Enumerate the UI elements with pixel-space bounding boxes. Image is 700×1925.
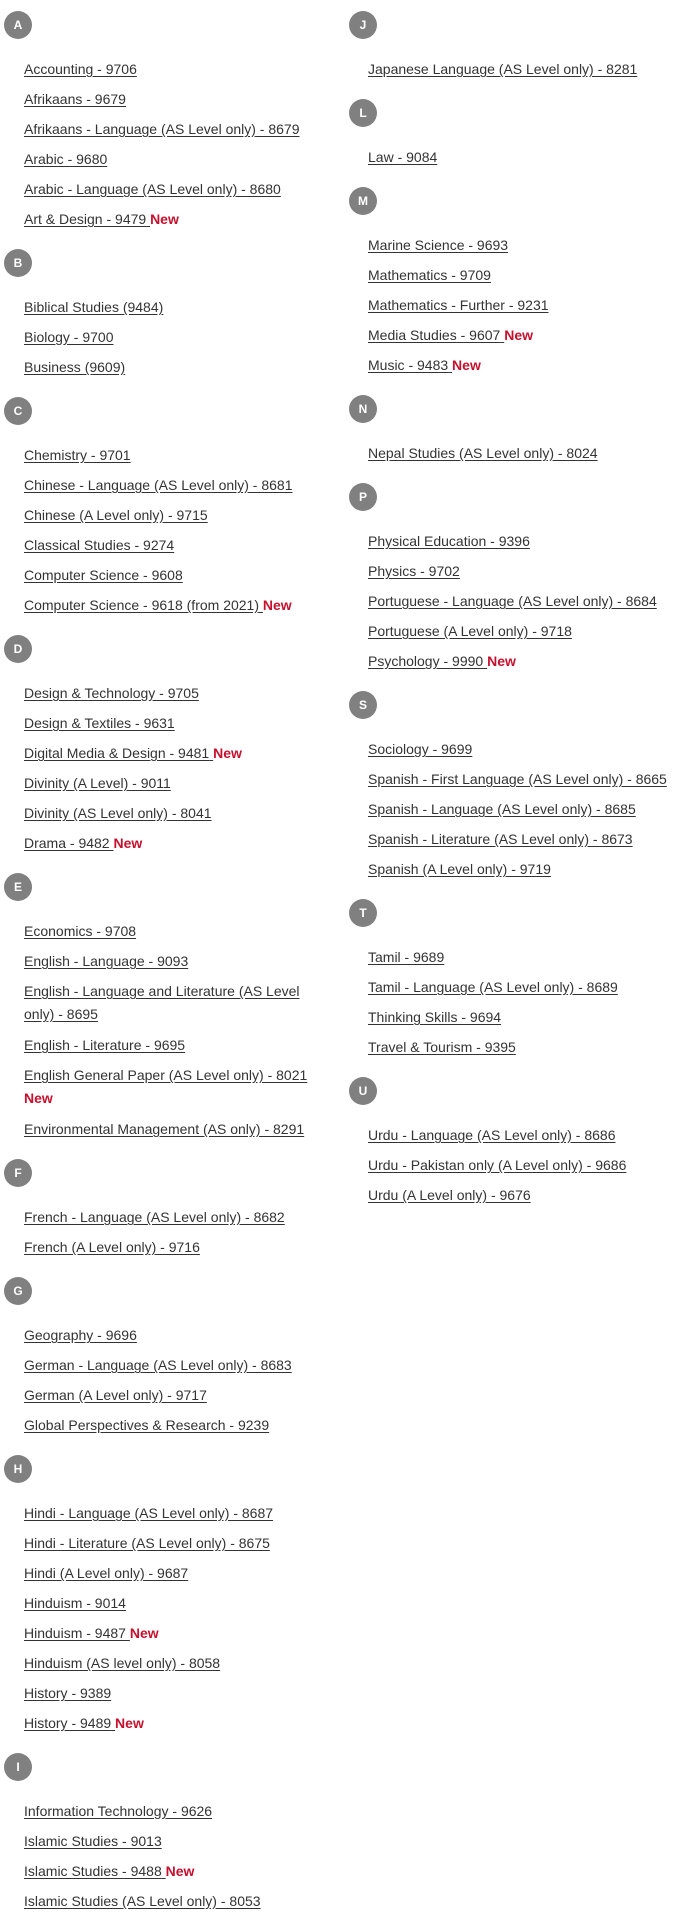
subject-link[interactable]: [24, 980, 324, 1026]
subject-label: Arabic - 9680: [24, 151, 108, 167]
subject-link[interactable]: [24, 564, 183, 587]
subject-label: Design & Technology - 9705: [24, 685, 199, 701]
subject-link[interactable]: [368, 828, 633, 851]
subject-label: Environmental Management (AS only) - 8291: [24, 1121, 305, 1137]
subject-label: Chinese (A Level only) - 9715: [24, 507, 208, 523]
new-badge: New: [262, 597, 292, 613]
subject-label: Urdu - Pakistan only (A Level only) - 9686: [368, 1157, 627, 1173]
subject-label: Chinese - Language (AS Level only) - 8681: [24, 477, 293, 493]
subject-link[interactable]: [24, 1414, 269, 1437]
subject-link[interactable]: [24, 1890, 261, 1913]
subject-label: Geography - 9696: [24, 1327, 137, 1343]
subject-label: Nepal Studies (AS Level only) - 8024: [368, 445, 598, 461]
subject-label: History - 9389: [24, 1685, 112, 1701]
subject-label: Mathematics - 9709: [368, 267, 491, 283]
subject-label: Business (9609): [24, 359, 126, 375]
subject-link[interactable]: [24, 1830, 162, 1853]
subject-label: Tamil - Language (AS Level only) - 8689: [368, 979, 618, 995]
new-badge: New: [487, 653, 516, 669]
subject-link[interactable]: [24, 1532, 270, 1555]
new-badge: New: [24, 1090, 53, 1106]
subject-label: Digital Media & Design - 9481: [24, 745, 210, 761]
subject-label: Spanish - Language (AS Level only) - 8685: [368, 801, 636, 817]
subject-label: Hinduism - 9487: [24, 1625, 126, 1641]
subject-label: Portuguese - Language (AS Level only) - 8684: [368, 593, 657, 609]
subject-link[interactable]: [24, 1592, 126, 1615]
subject-link[interactable]: [368, 530, 530, 553]
letter-badge-j: J: [349, 11, 377, 39]
subject-link[interactable]: [368, 1036, 516, 1059]
subject-label: Media Studies - 9607: [368, 327, 501, 343]
subject-link[interactable]: [24, 1652, 220, 1675]
subject-label: Islamic Studies - 9013: [24, 1833, 162, 1849]
subject-link[interactable]: [24, 118, 300, 141]
subject-label: Classical Studies - 9274: [24, 537, 175, 553]
subject-link[interactable]: [24, 1324, 137, 1347]
subject-label: Music - 9483: [368, 357, 449, 373]
subject-link[interactable]: [368, 738, 472, 761]
subject-label: Afrikaans - 9679: [24, 91, 126, 107]
subject-label: German (A Level only) - 9717: [24, 1387, 207, 1403]
subject-link[interactable]: [368, 294, 549, 317]
subject-link[interactable]: [24, 444, 131, 467]
subject-link[interactable]: [368, 354, 481, 377]
new-badge: New: [452, 357, 481, 373]
letter-badge-g: G: [4, 1277, 32, 1305]
subject-link[interactable]: [24, 88, 126, 111]
subject-link[interactable]: [368, 946, 444, 969]
subject-link[interactable]: [24, 1682, 111, 1705]
subject-link[interactable]: [24, 594, 292, 617]
subject-link[interactable]: [24, 178, 281, 201]
subject-link[interactable]: [24, 950, 188, 973]
subject-label: Spanish - First Language (AS Level only) - 8665: [368, 771, 667, 787]
subject-label: Islamic Studies - 9488: [24, 1863, 162, 1879]
subject-label: Biblical Studies (9484): [24, 299, 164, 315]
subject-label: Drama - 9482: [24, 835, 110, 851]
subject-label: Spanish - Literature (AS Level only) - 8673: [368, 831, 633, 847]
subject-label: Urdu - Language (AS Level only) - 8686: [368, 1127, 616, 1143]
subject-label: Economics - 9708: [24, 923, 137, 939]
subject-link[interactable]: [368, 146, 437, 169]
subject-label: Sociology - 9699: [368, 741, 473, 757]
subject-link[interactable]: [24, 1562, 188, 1585]
subject-link[interactable]: [368, 768, 667, 791]
subject-link[interactable]: [24, 148, 107, 171]
subject-link[interactable]: [24, 920, 136, 943]
letter-badge-m: M: [349, 187, 377, 215]
letter-badge-u: U: [349, 1077, 377, 1105]
subject-link[interactable]: [24, 1502, 273, 1525]
new-badge: New: [165, 1863, 195, 1879]
subject-link[interactable]: [24, 1712, 144, 1735]
subject-label: English - Language and Literature (AS Level only) - 8695: [24, 983, 300, 1022]
new-badge: New: [129, 1625, 159, 1641]
letter-badge-f: F: [4, 1159, 32, 1187]
new-badge: New: [115, 1715, 144, 1731]
subject-label: Physical Education - 9396: [368, 533, 530, 549]
subject-link[interactable]: [368, 234, 508, 257]
subject-label: French - Language (AS Level only) - 8682: [24, 1209, 285, 1225]
subject-link[interactable]: [24, 802, 212, 825]
subject-label: Psychology - 9990: [368, 653, 484, 669]
subject-label: Afrikaans - Language (AS Level only) - 8679: [24, 121, 300, 137]
letter-badge-t: T: [349, 899, 377, 927]
subject-link[interactable]: [368, 858, 551, 881]
subject-link[interactable]: [368, 560, 460, 583]
subject-label: Art & Design - 9479: [24, 211, 147, 227]
subject-label: Islamic Studies (AS Level only) - 8053: [24, 1893, 261, 1909]
letter-badge-a: A: [4, 11, 32, 39]
subject-link[interactable]: [368, 264, 491, 287]
subject-link[interactable]: [24, 208, 179, 231]
subject-link[interactable]: [24, 1034, 185, 1057]
subject-label: Computer Science - 9618 (from 2021): [24, 597, 259, 613]
subject-label: Hinduism - 9014: [24, 1595, 126, 1611]
subject-link[interactable]: [368, 650, 516, 673]
subject-link[interactable]: [368, 324, 533, 347]
subject-link[interactable]: [368, 798, 636, 821]
subject-link[interactable]: [24, 356, 125, 379]
letter-badge-c: C: [4, 397, 32, 425]
subject-link[interactable]: [24, 1206, 285, 1229]
subject-label: Hinduism (AS level only) - 8058: [24, 1655, 221, 1671]
subject-label: Hindi - Literature (AS Level only) - 8675: [24, 1535, 270, 1551]
subject-link[interactable]: [24, 326, 114, 349]
subject-link[interactable]: [368, 976, 618, 999]
subject-link[interactable]: [24, 1622, 159, 1645]
subject-link[interactable]: [24, 772, 171, 795]
subject-label: Information Technology - 9626: [24, 1803, 213, 1819]
subject-label: Computer Science - 9608: [24, 567, 183, 583]
subject-link[interactable]: [24, 1860, 194, 1883]
subject-label: English - Literature - 9695: [24, 1037, 186, 1053]
subject-label: Chemistry - 9701: [24, 447, 131, 463]
subject-label: Travel & Tourism - 9395: [368, 1039, 516, 1055]
subject-label: Divinity (AS Level only) - 8041: [24, 805, 212, 821]
subject-label: Arabic - Language (AS Level only) - 8680: [24, 181, 281, 197]
letter-badge-e: E: [4, 873, 32, 901]
subject-link[interactable]: [24, 58, 137, 81]
subject-link[interactable]: [24, 534, 174, 557]
subject-link[interactable]: [24, 1064, 324, 1110]
subject-label: Tamil - 9689: [368, 949, 445, 965]
subject-link[interactable]: [24, 296, 163, 319]
letter-badge-d: D: [4, 635, 32, 663]
subject-link[interactable]: [24, 1800, 212, 1823]
subject-label: Law - 9084: [368, 149, 438, 165]
subject-link[interactable]: [24, 1384, 207, 1407]
subject-link[interactable]: [24, 474, 293, 497]
subject-label: Portuguese (A Level only) - 9718: [368, 623, 572, 639]
subject-label: Design & Textiles - 9631: [24, 715, 175, 731]
subject-label: English - Language - 9093: [24, 953, 189, 969]
subject-link[interactable]: [368, 590, 657, 613]
subject-label: History - 9489: [24, 1715, 112, 1731]
subject-link[interactable]: [368, 1006, 501, 1029]
subject-label: Hindi - Language (AS Level only) - 8687: [24, 1505, 274, 1521]
subject-link[interactable]: [368, 1124, 615, 1147]
subject-label: Urdu (A Level only) - 9676: [368, 1187, 531, 1203]
subject-link[interactable]: [368, 442, 598, 465]
subject-link[interactable]: [24, 682, 199, 705]
subject-label: Physics - 9702: [368, 563, 460, 579]
subject-link[interactable]: [24, 1236, 200, 1259]
subject-label: Marine Science - 9693: [368, 237, 509, 253]
letter-badge-i: I: [4, 1753, 32, 1781]
new-badge: New: [150, 211, 179, 227]
letter-badge-p: P: [349, 483, 377, 511]
letter-badge-s: S: [349, 691, 377, 719]
new-badge: New: [504, 327, 533, 343]
subject-link[interactable]: [368, 1184, 531, 1207]
subject-link[interactable]: [368, 58, 637, 81]
subject-label: Divinity (A Level) - 9011: [24, 775, 171, 791]
subject-link[interactable]: [24, 712, 175, 735]
subject-label: Spanish (A Level only) - 9719: [368, 861, 551, 877]
subject-label: English General Paper (AS Level only) - 8021: [24, 1067, 308, 1083]
new-badge: New: [113, 835, 143, 851]
subject-link[interactable]: [368, 620, 572, 643]
letter-badge-h: H: [4, 1455, 32, 1483]
subject-label: Thinking Skills - 9694: [368, 1009, 502, 1025]
subject-link[interactable]: [24, 504, 208, 527]
subject-label: Biology - 9700: [24, 329, 114, 345]
letter-badge-b: B: [4, 249, 32, 277]
subject-link[interactable]: [24, 1354, 292, 1377]
new-badge: New: [213, 745, 242, 761]
subject-label: German - Language (AS Level only) - 8683: [24, 1357, 292, 1373]
subject-label: Japanese Language (AS Level only) - 8281: [368, 61, 638, 77]
subject-label: Accounting - 9706: [24, 61, 137, 77]
subject-link[interactable]: [24, 742, 242, 765]
subject-label: Global Perspectives & Research - 9239: [24, 1417, 270, 1433]
subject-label: Hindi (A Level only) - 9687: [24, 1565, 189, 1581]
subject-label: French (A Level only) - 9716: [24, 1239, 200, 1255]
subject-link[interactable]: [368, 1154, 626, 1177]
subject-label: Mathematics - Further - 9231: [368, 297, 549, 313]
subject-link[interactable]: [24, 832, 142, 855]
subject-link[interactable]: [24, 1118, 304, 1141]
letter-badge-n: N: [349, 395, 377, 423]
letter-badge-l: L: [349, 99, 377, 127]
